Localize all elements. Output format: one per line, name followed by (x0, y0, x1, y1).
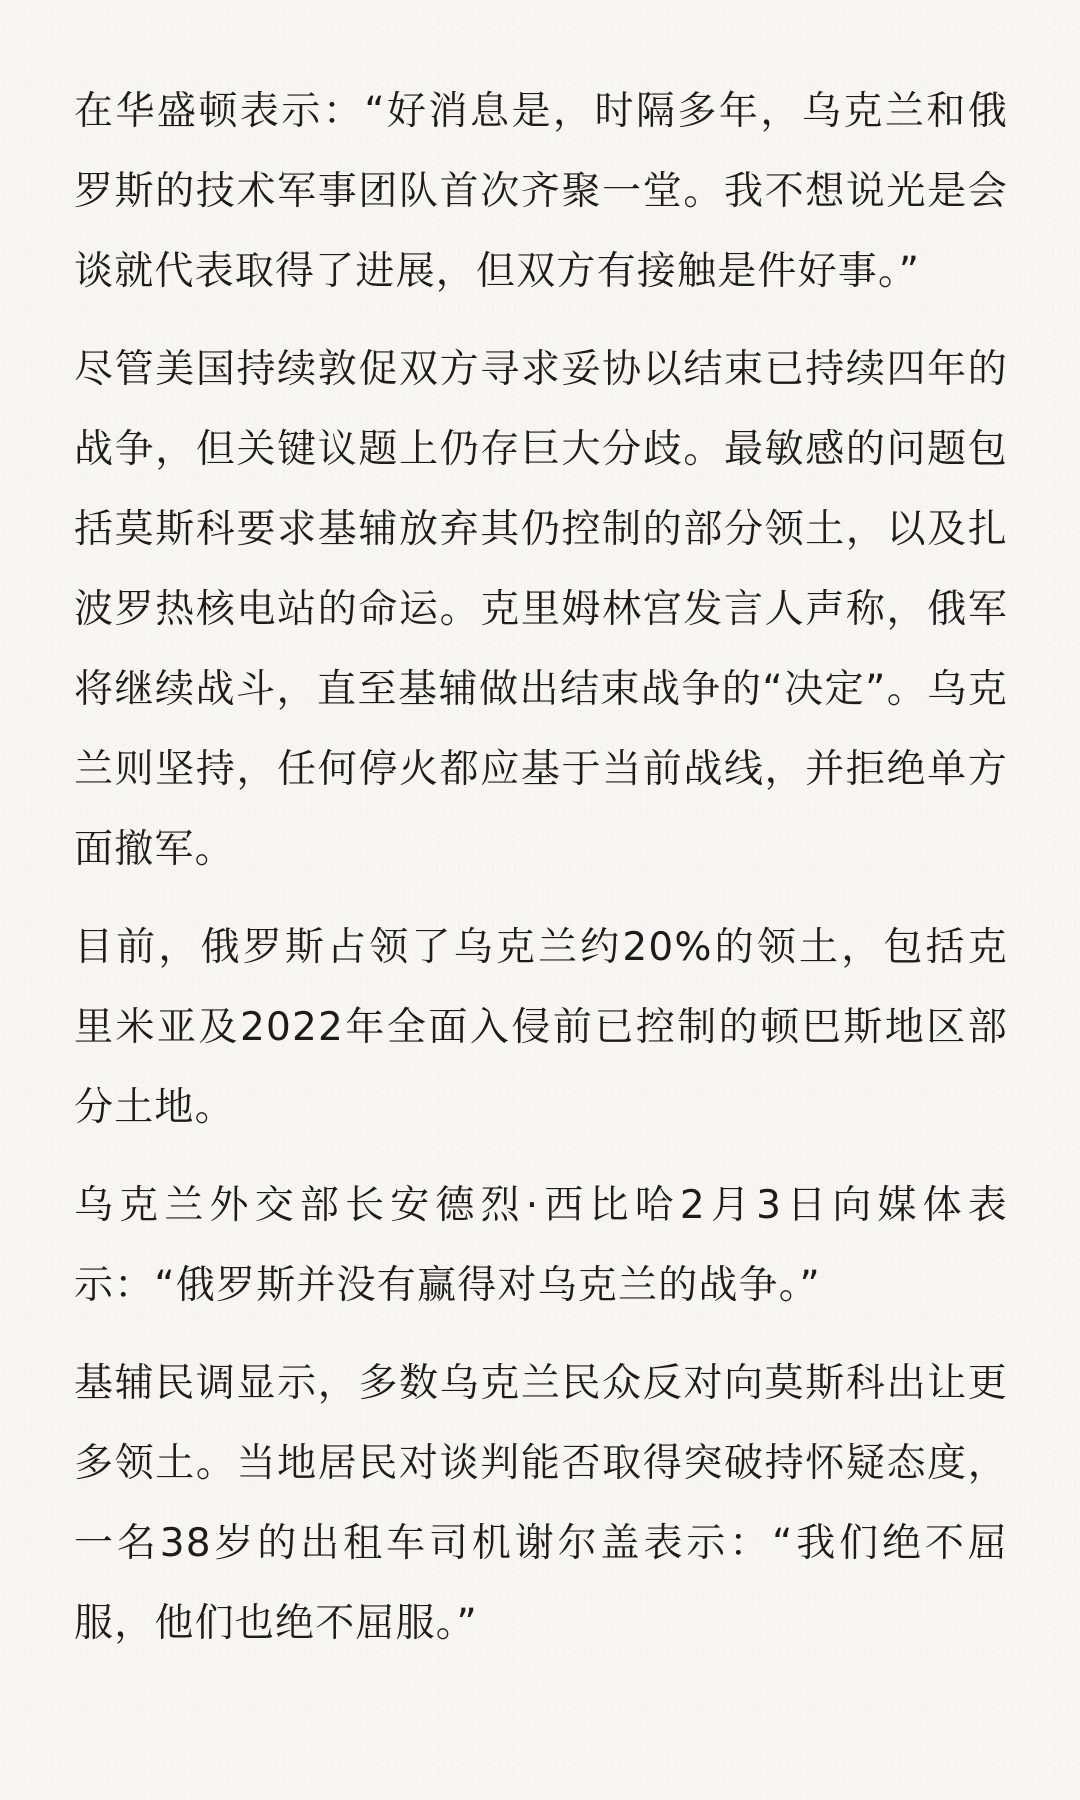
article-paragraph-1: 在华盛顿表示：“好消息是，时隔多年，乌克兰和俄罗斯的技术军事团队首次齐聚一堂。我不想说光是会谈就代表取得了进展，但双方有接触是件好事。” (74, 89, 1008, 294)
article-paragraph-5: 基辅民调显示，多数乌克兰民众反对向莫斯科出让更多领土。当地居民对谈判能否取得突破持怀疑态度，一名38岁的出租车司机谢尔盖表示：“我们绝不屈服，他们也绝不屈服。” (74, 1361, 1008, 1646)
article-paragraph-4: 乌克兰外交部长安德烈·西比哈2月3日向媒体表示：“俄罗斯并没有赢得对乌克兰的战争。” (74, 1183, 1008, 1308)
article-paragraph-2: 尽管美国持续敦促双方寻求妥协以结束已持续四年的战争，但关键议题上仍存巨大分歧。最敏感的问题包括莫斯科要求基辅放弃其仍控制的部分领土，以及扎波罗热核电站的命运。克里姆林宫发言人声称，俄军将继续战斗，直至基辅做出结束战争的“决定”。乌克兰则坚持，任何停火都应基于当前战线，并拒绝单方面撤军。 (74, 347, 1008, 872)
article-paragraph-3: 目前，俄罗斯占领了乌克兰约20%的领土，包括克里米亚及2022年全面入侵前已控制的顿巴斯地区部分土地。 (74, 925, 1008, 1130)
